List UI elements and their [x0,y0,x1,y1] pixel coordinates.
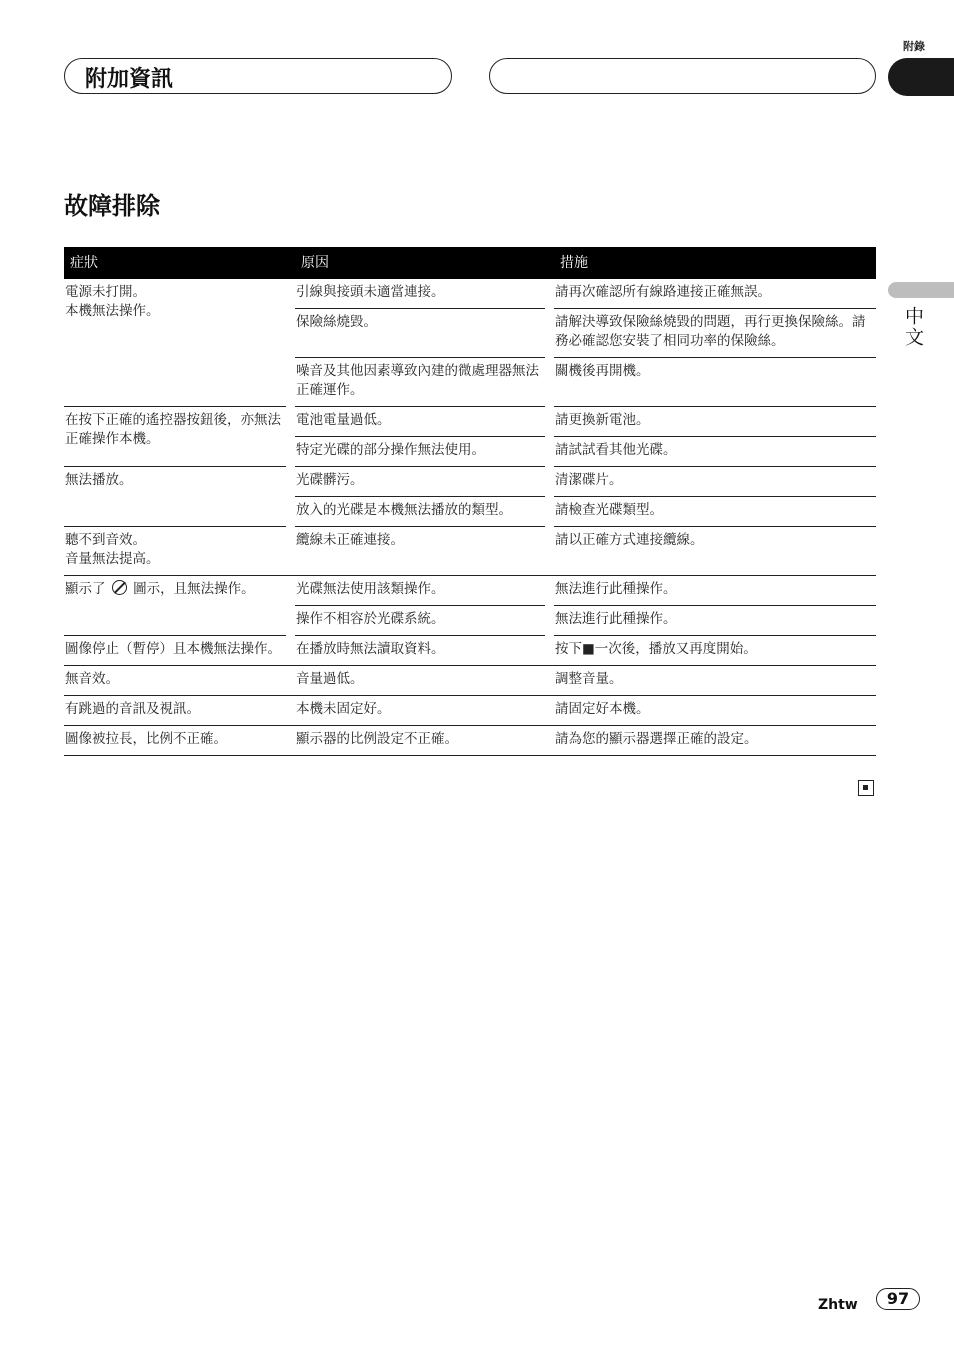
cause-cell: 光碟無法使用該類操作。 [295,576,545,606]
column-gap [545,726,554,756]
remedy-cell: 請解決導致保險絲燒毀的問題，再行更換保險絲。請務必確認您安裝了相同功率的保險絲。 [554,309,876,358]
remedy-cell: 按下■一次後，播放又再度開始。 [554,636,876,666]
column-gap [286,467,295,527]
column-header-gap [545,247,554,279]
column-header-symptom: 症狀 [64,247,286,279]
symptom-text: 聽不到音效。 [65,532,146,548]
column-gap [286,527,295,576]
symptom-cell [64,279,286,407]
remedy-cell: 清潔碟片。 [554,467,876,497]
section-label: 附錄 [903,40,925,53]
column-gap [545,606,554,636]
cause-cell: 在播放時無法讀取資料。 [295,636,545,666]
symptom-text: 圖像停止（暫停）且本機無法操作。 [65,641,281,657]
column-gap [545,309,554,358]
symptom-text: 在按下正確的遙控器按鈕後，亦無法正確操作本機。 [65,412,281,447]
remedy-cell: 請再次確認所有線路連接正確無誤。 [554,279,876,309]
symptom-text: 圖示，且無法操作。 [133,581,255,597]
table-row [64,576,876,606]
language-tab-label: 中文 [902,306,924,348]
header-title-frame [64,58,452,94]
language-tab-bar [888,282,954,298]
symptom-text: 音量無法提高。 [65,551,160,567]
page-title: 故障排除 [64,192,160,220]
symptom-text: 電源未打開。 [65,284,146,300]
column-gap [545,636,554,666]
symptom-text: 無法播放。 [65,472,133,488]
column-gap [286,726,295,756]
symptom-text: 本機無法操作。 [65,303,160,319]
column-header-gap [286,247,295,279]
table-row [64,726,876,756]
remedy-cell: 請以正確方式連接纜線。 [554,527,876,576]
header-title: 附加資訊 [85,67,174,92]
symptom-cell [64,726,286,756]
symptom-text: 有跳過的音訊及視訊。 [65,701,200,717]
remedy-cell: 請檢查光碟類型。 [554,497,876,527]
column-gap [545,437,554,467]
table-row [64,527,876,576]
remedy-cell: 請試試看其他光碟。 [554,437,876,467]
symptom-cell [64,576,286,636]
table-row [64,407,876,437]
troubleshooting-table [64,247,876,756]
table-row [64,636,876,666]
column-gap [545,527,554,576]
symptom-text: 無音效。 [65,671,119,687]
table-row [64,666,876,696]
end-of-section-icon [858,780,874,796]
symptom-text: 圖像被拉長，比例不正確。 [65,731,227,747]
column-gap [545,358,554,407]
cause-cell: 顯示器的比例設定不正確。 [295,726,545,756]
column-gap [286,666,295,696]
remedy-cell: 請為您的顯示器選擇正確的設定。 [554,726,876,756]
cause-cell: 光碟髒污。 [295,467,545,497]
remedy-cell: 調整音量。 [554,666,876,696]
column-gap [545,407,554,437]
column-gap [286,576,295,636]
column-header-remedy: 措施 [554,247,876,279]
remedy-cell: 關機後再開機。 [554,358,876,407]
column-gap [286,636,295,666]
column-gap [545,467,554,497]
remedy-cell: 請更換新電池。 [554,407,876,437]
column-gap [545,497,554,527]
section-tab-marker [888,58,954,96]
column-gap [545,666,554,696]
header-right-frame [489,58,876,94]
cause-cell: 本機未固定好。 [295,696,545,726]
column-gap [545,576,554,606]
cause-cell: 引線與接頭未適當連接。 [295,279,545,309]
cause-cell: 噪音及其他因素導致內建的微處理器無法正確運作。 [295,358,545,407]
cause-cell: 音量過低。 [295,666,545,696]
symptom-cell [64,467,286,527]
cause-cell: 放入的光碟是本機無法播放的類型。 [295,497,545,527]
symptom-text: 顯示了 [65,581,106,597]
column-gap [286,696,295,726]
column-gap [545,696,554,726]
cause-cell: 操作不相容於光碟系統。 [295,606,545,636]
cause-cell: 纜線未正確連接。 [295,527,545,576]
remedy-cell: 無法進行此種操作。 [554,606,876,636]
symptom-cell [64,696,286,726]
symptom-cell [64,666,286,696]
table-header-row [64,247,876,279]
prohibited-icon [112,580,127,595]
column-gap [286,407,295,467]
cause-cell: 特定光碟的部分操作無法使用。 [295,437,545,467]
page-number: 97 [876,1288,920,1310]
symptom-cell [64,527,286,576]
table-row [64,279,876,309]
footer-language-code: Zhtw [818,1297,858,1313]
remedy-cell: 無法進行此種操作。 [554,576,876,606]
table-row [64,696,876,726]
symptom-cell [64,407,286,467]
column-gap [545,279,554,309]
symptom-cell [64,636,286,666]
remedy-cell: 請固定好本機。 [554,696,876,726]
column-header-cause: 原因 [295,247,545,279]
column-gap [286,279,295,407]
table-row [64,467,876,497]
cause-cell: 電池電量過低。 [295,407,545,437]
cause-cell: 保險絲燒毀。 [295,309,545,358]
